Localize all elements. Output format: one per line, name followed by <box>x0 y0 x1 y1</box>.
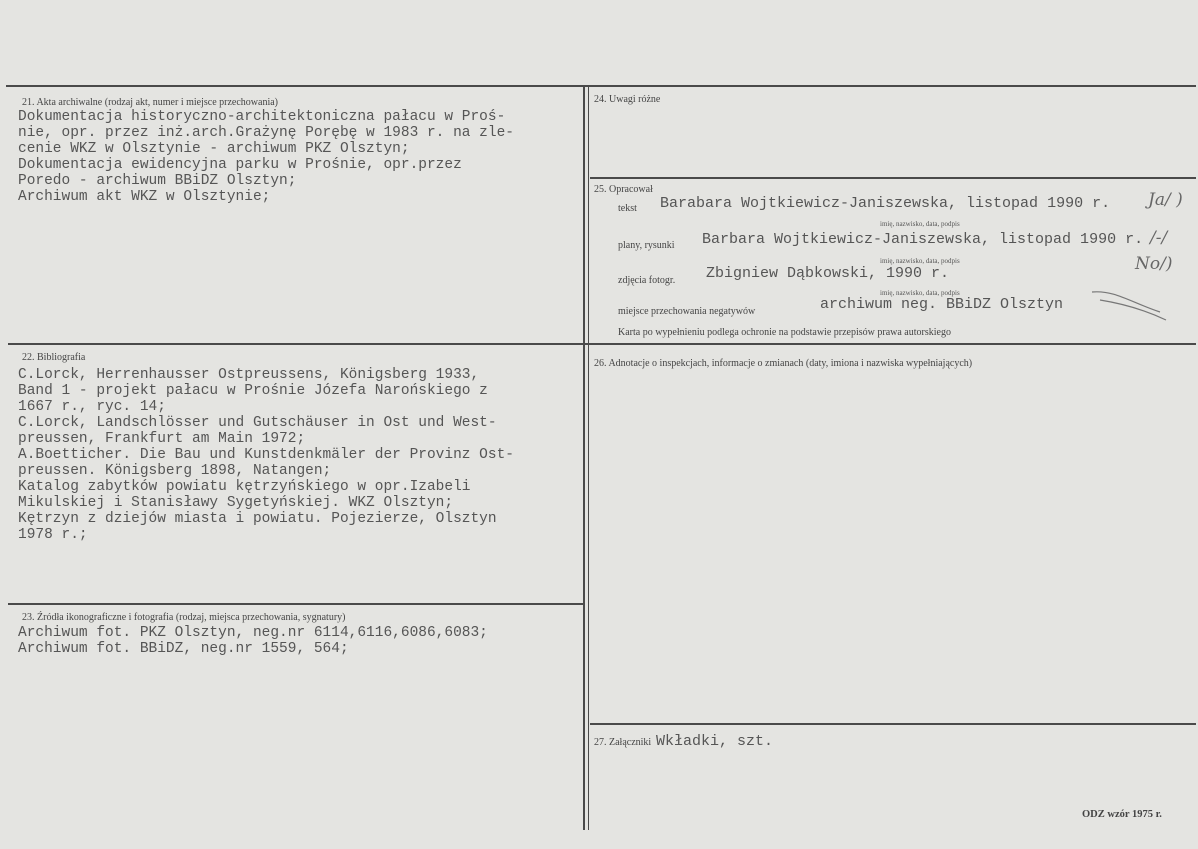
copyright-note: Karta po wypełnieniu podlega ochronie na podstawie przepisów prawa autorskiego <box>618 327 951 338</box>
section-21-text: Dokumentacja historyczno-architektoniczna pałacu w Proś- nie, opr. przez inż.arch.Grażynę Porębę w 1983 r. na zle- cenie WKZ w Olsztynie - archiwum PKZ Olsztyn; Dokumentacja ewidencyjna parku w Prośnie, opr.przez Poredo - archiwum BBiDZ Olsztyn; Archiwum akt WKZ w Olsztynie; <box>18 109 514 205</box>
tekst-value: Barabara Wojtkiewicz-Janiszewska, listopad 1990 r. <box>660 195 1111 212</box>
section-27-value: Wkładki, szt. <box>656 733 774 750</box>
form-code: ODZ wzór 1975 r. <box>1082 809 1162 820</box>
section-22-label: 22. Bibliografia <box>22 352 86 363</box>
section-25-label: 25. Opracował <box>594 184 653 195</box>
miejsce-label: miejsce przechowania negatywów <box>618 306 756 317</box>
plany-value: Barbara Wojtkiewicz-Janiszewska, listopad 1990 r. <box>702 231 1144 248</box>
section-27-label: 27. Załączniki <box>594 737 652 748</box>
top-rule <box>6 85 1196 87</box>
plany-label: plany, rysunki <box>618 240 675 251</box>
divider-24-25 <box>590 177 1196 179</box>
section-22-text: C.Lorck, Herrenhausser Ostpreussens, Königsberg 1933, Band 1 - projekt pałacu w Prośnie Józefa Narońskiego z 1667 r., ryc. 14; C.Lorck, Landschlösser und Gutschäuser in Ost und West- preussen, Frankfurt am Main 1972; A.Boetticher. Die Bau und Kunstdenkmäler der Provinz Ost- preussen. Königsberg 1898, Natangen; Katalog zabytków powiatu kętrzyńskiego w opr.Izabeli Mikulskiej i Stanisławy Sygetyńskiej. WKZ Olsztyn; Kętrzyn z dziejów miasta i powiatu. Pojezierze, Olsztyn 1978 r.; <box>18 367 514 543</box>
signature-scribble <box>1090 282 1170 322</box>
zdjecia-caption: imię, nazwisko, data, podpis <box>880 289 960 297</box>
right-column-border <box>588 87 589 830</box>
section-26-label: 26. Adnotacje o inspekcjach, informacje o zmianach (daty, imiona i nazwiska wypełniających) <box>594 358 973 369</box>
signature-3: No/) <box>1135 254 1173 274</box>
tekst-label: tekst <box>618 203 637 214</box>
left-column-border <box>583 87 585 830</box>
divider-26-27 <box>590 723 1196 725</box>
divider-22-23 <box>8 603 584 605</box>
signature-2: /-/ <box>1150 228 1168 248</box>
plany-caption: imię, nazwisko, data, podpis <box>880 257 960 265</box>
section-23-text: Archiwum fot. PKZ Olsztyn, neg.nr 6114,6116,6086,6083; Archiwum fot. BBiDZ, neg.nr 1559, 564; <box>18 625 488 657</box>
section-21-label: 21. Akta archiwalne (rodzaj akt, numer i miejsce przechowania) <box>22 97 279 108</box>
zdjecia-value: Zbigniew Dąbkowski, 1990 r. <box>706 265 950 282</box>
miejsce-value: archiwum neg. BBiDZ Olsztyn <box>820 296 1064 313</box>
signature-1: Ja/ ) <box>1148 190 1183 210</box>
tekst-caption: imię, nazwisko, data, podpis <box>880 220 960 228</box>
section-23-label: 23. Źródła ikonograficzne i fotografia (rodzaj, miejsca przechowania, sygnatury) <box>22 612 346 623</box>
divider-21-22 <box>8 343 1196 345</box>
zdjecia-label: zdjęcia fotogr. <box>618 275 676 286</box>
section-24-label: 24. Uwagi różne <box>594 94 661 105</box>
